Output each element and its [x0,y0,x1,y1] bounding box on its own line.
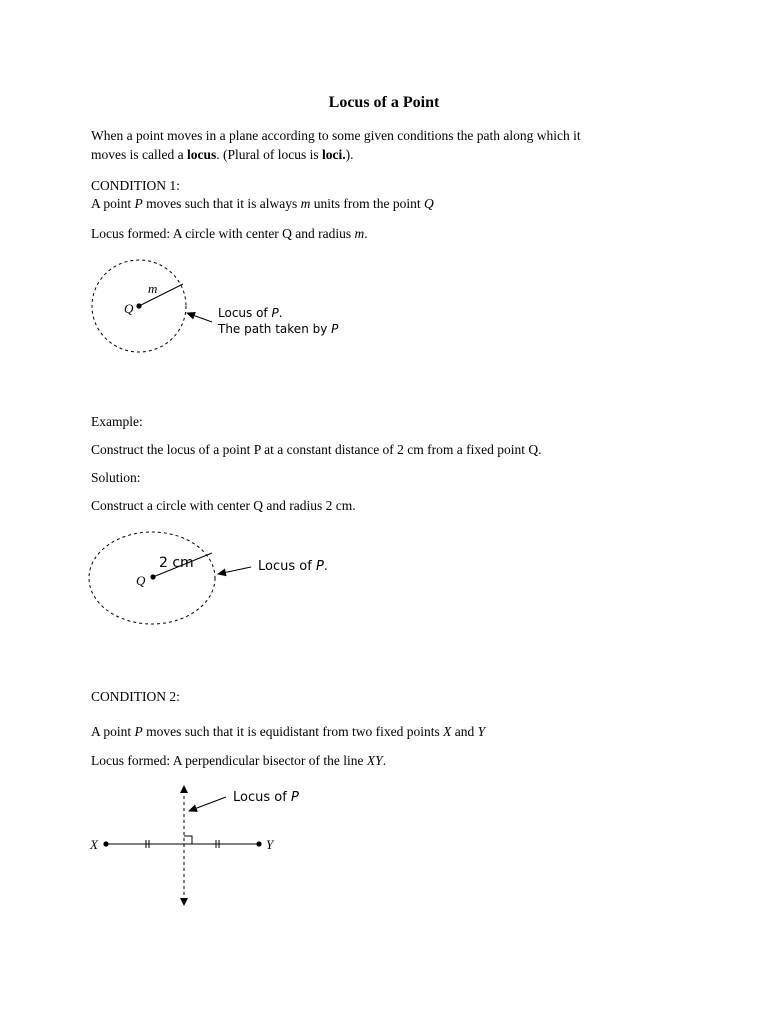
var-p: P [134,196,143,211]
locus-text: Locus formed: A perpendicular bisector of the line [91,753,367,768]
annotation-text: Locus of [258,559,316,574]
var-p: P [290,790,299,805]
statement-text: A point [91,724,135,739]
statement-text: and [451,724,478,739]
condition2-statement [91,723,485,741]
var-p: P [331,322,339,336]
annotation-arrow [187,313,212,322]
arrowhead-up [180,785,188,793]
radius-label: 2 cm [159,555,194,571]
annotation-text: Locus of [218,306,272,320]
point-x [103,841,108,846]
var-xy: XY [366,753,383,768]
right-angle-marker [184,836,192,844]
statement-text: moves such that it is equidistant from two fixed points [142,724,444,739]
condition2-locus [91,752,386,770]
page-title: Locus of a Point [328,94,440,111]
radius-label: m [148,281,158,296]
statement-text: units from the point [310,196,424,211]
condition2-heading: CONDITION 2: [91,689,180,704]
var-p: P [134,724,143,739]
annotation-text: Locus of [233,790,291,805]
arrowhead-down [180,898,188,906]
intro-text: ). [345,147,354,162]
intro-text: moves is called a [91,147,187,162]
term-locus: locus [186,147,217,162]
locus-text: . [364,226,368,241]
example-heading: Example: [91,414,143,429]
annotation-text: . [323,559,328,574]
annotation-text [258,559,328,574]
radius-line [139,284,183,306]
var-m: m [300,196,311,211]
center-label: Q [136,573,146,588]
solution-text: Construct a circle with center Q and radius 2 cm. [91,498,356,513]
var-y: Y [477,724,486,739]
var-x: X [443,724,452,739]
var-p: P [315,559,324,574]
point-y [256,841,261,846]
locus-text: Locus formed: A circle with center Q and radius [91,226,355,241]
intro-text: When a point moves in a plane according to some given conditions the path along which it [91,128,581,143]
annotation-arrow [189,797,226,811]
center-label: Q [124,301,134,316]
locus-text: . [382,753,387,768]
term-loci: loci. [322,147,346,162]
label-y: Y [266,837,274,852]
annotation-text [233,790,299,805]
annotation-text: The path taken by [218,322,332,336]
label-x: X [90,837,98,852]
solution-heading: Solution: [91,470,141,485]
intro-text: . (Plural of locus is [216,147,322,162]
circle-diagram-example [89,532,328,624]
annotation-text: . [278,306,283,320]
var-m: m [354,226,365,241]
annotation-line-1 [218,306,283,320]
statement-text: moves such that it is always [142,196,301,211]
var-p: P [271,306,279,320]
circle-diagram-condition1 [92,260,339,352]
var-q: Q [424,196,434,211]
condition1-heading: CONDITION 1: [91,178,180,193]
bisector-diagram-condition2 [89,785,299,906]
annotation-arrow [218,567,251,574]
statement-text: A point [91,196,135,211]
annotation-line-2 [217,322,339,336]
example-problem: Construct the locus of a point P at a constant distance of 2 cm from a fixed point Q. [91,442,542,457]
